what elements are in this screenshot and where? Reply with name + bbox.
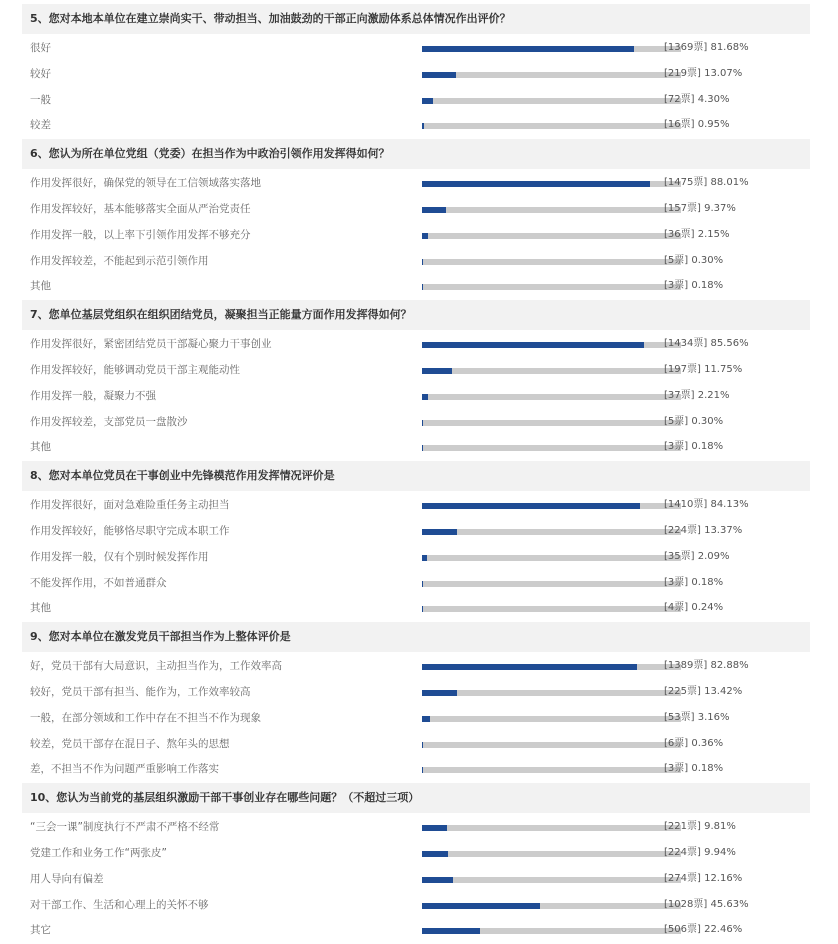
question-title: 6、您认为所在单位党组（党委）在担当作为中政治引领作用发挥得如何？ [22, 139, 810, 169]
progress-bar-track [422, 877, 681, 883]
progress-bar-track [422, 98, 681, 104]
question-title: 9、您对本单位在激发党员干部担当作为上整体评价是 [22, 622, 810, 652]
option-label: 对干部工作、生活和心理上的关怀不够 [30, 893, 410, 917]
survey-results [22, 4, 810, 944]
progress-bar-fill [422, 46, 634, 52]
progress-bar-fill [422, 98, 433, 104]
option-stat [664, 410, 723, 434]
progress-bar-fill [422, 664, 637, 670]
vote-percent: 0.30% [691, 255, 723, 266]
option-stat [664, 519, 742, 543]
vote-count: [219票] [664, 68, 701, 79]
vote-percent: 82.88% [710, 660, 748, 671]
option-row [22, 223, 810, 249]
vote-percent: 2.21% [698, 390, 730, 401]
progress-bar-track [422, 342, 681, 348]
option-stat [664, 815, 736, 839]
option-list [22, 330, 810, 461]
progress-bar-track [422, 555, 681, 561]
option-stat [664, 435, 723, 459]
vote-percent: 13.37% [704, 525, 742, 536]
question-title: 7、您单位基层党组织在组织团结党员，凝聚担当正能量方面作用发挥得如何？ [22, 300, 810, 330]
progress-bar-fill [422, 420, 423, 426]
option-stat [664, 36, 749, 60]
progress-bar-fill [422, 928, 480, 934]
vote-count: [4票] [664, 602, 688, 613]
option-stat [664, 171, 749, 195]
progress-bar-fill [422, 503, 640, 509]
progress-bar-track [422, 394, 681, 400]
progress-bar-track [422, 529, 681, 535]
progress-bar-track [422, 207, 681, 213]
progress-bar-track [422, 181, 681, 187]
progress-bar-track [422, 259, 681, 265]
vote-count: [3票] [664, 763, 688, 774]
option-row [22, 706, 810, 732]
option-stat [664, 680, 742, 704]
vote-count: [274票] [664, 873, 701, 884]
option-row [22, 867, 810, 893]
option-label: 其他 [30, 596, 410, 620]
vote-count: [1369票] [664, 42, 707, 53]
option-stat [664, 706, 730, 730]
option-label: 作用发挥很好，紧密团结党员干部凝心聚力干事创业 [30, 332, 410, 356]
vote-count: [16票] [664, 119, 695, 130]
option-label: 较差，党员干部存在混日子、熬年头的思想 [30, 732, 410, 756]
option-row [22, 815, 810, 841]
progress-bar-track [422, 445, 681, 451]
option-stat [664, 249, 723, 273]
progress-bar-track [422, 284, 681, 290]
vote-count: [1475票] [664, 177, 707, 188]
option-row [22, 197, 810, 223]
option-label: 作用发挥很好，面对急难险重任务主动担当 [30, 493, 410, 517]
option-row [22, 893, 810, 919]
vote-percent: 9.94% [704, 847, 736, 858]
option-label: 较差 [30, 113, 410, 137]
question-block [22, 139, 810, 300]
option-label: 作用发挥一般，以上率下引领作用发挥不够充分 [30, 223, 410, 247]
option-row [22, 435, 810, 461]
option-stat [664, 358, 742, 382]
progress-bar-fill [422, 555, 427, 561]
progress-bar-track [422, 72, 681, 78]
option-stat [664, 571, 723, 595]
option-row [22, 841, 810, 867]
vote-percent: 4.30% [698, 94, 730, 105]
progress-bar-fill [422, 903, 540, 909]
option-label: 一般，在部分领域和工作中存在不担当不作为现象 [30, 706, 410, 730]
option-row [22, 596, 810, 622]
vote-percent: 0.18% [691, 577, 723, 588]
progress-bar-fill [422, 123, 424, 129]
option-label: 作用发挥较好，能够调动党员干部主观能动性 [30, 358, 410, 382]
option-label: 其他 [30, 435, 410, 459]
progress-bar-track [422, 664, 681, 670]
progress-bar-fill [422, 368, 452, 374]
option-row [22, 757, 810, 783]
option-label: “三会一课”制度执行不严肃不严格不经常 [30, 815, 410, 839]
option-row [22, 545, 810, 571]
vote-count: [506票] [664, 924, 701, 935]
option-list [22, 34, 810, 139]
progress-bar-fill [422, 851, 448, 857]
vote-count: [1028票] [664, 899, 707, 910]
vote-percent: 81.68% [710, 42, 748, 53]
progress-bar-track [422, 46, 681, 52]
option-label: 不能发挥作用，不如普通群众 [30, 571, 410, 595]
option-list [22, 169, 810, 300]
progress-bar-fill [422, 233, 428, 239]
option-row [22, 654, 810, 680]
option-stat [664, 757, 723, 781]
option-label: 作用发挥一般，仅有个别时候发挥作用 [30, 545, 410, 569]
progress-bar-track [422, 742, 681, 748]
progress-bar-track [422, 123, 681, 129]
vote-count: [224票] [664, 847, 701, 858]
vote-count: [3票] [664, 441, 688, 452]
vote-percent: 9.37% [704, 203, 736, 214]
option-label: 党建工作和业务工作“两张皮” [30, 841, 410, 865]
progress-bar-track [422, 851, 681, 857]
progress-bar-track [422, 690, 681, 696]
option-label: 差，不担当不作为问题严重影响工作落实 [30, 757, 410, 781]
vote-percent: 0.36% [691, 738, 723, 749]
vote-percent: 0.18% [691, 441, 723, 452]
vote-count: [1389票] [664, 660, 707, 671]
option-stat [664, 596, 723, 620]
vote-percent: 3.16% [698, 712, 730, 723]
vote-percent: 0.30% [691, 416, 723, 427]
vote-count: [221票] [664, 821, 701, 832]
progress-bar-track [422, 581, 681, 587]
question-block [22, 4, 810, 139]
option-row [22, 88, 810, 114]
option-row [22, 358, 810, 384]
option-stat [664, 88, 730, 112]
option-row [22, 384, 810, 410]
progress-bar-track [422, 767, 681, 773]
option-row [22, 249, 810, 275]
option-label: 作用发挥一般，凝聚力不强 [30, 384, 410, 408]
progress-bar-track [422, 420, 681, 426]
progress-bar-track [422, 368, 681, 374]
option-label: 作用发挥较差，支部党员一盘散沙 [30, 410, 410, 434]
option-label: 很好 [30, 36, 410, 60]
vote-percent: 0.95% [698, 119, 730, 130]
option-row [22, 519, 810, 545]
progress-bar-fill [422, 529, 457, 535]
progress-bar-fill [422, 207, 446, 213]
vote-count: [157票] [664, 203, 701, 214]
progress-bar-track [422, 606, 681, 612]
option-label: 作用发挥很好，确保党的领导在工信领域落实落地 [30, 171, 410, 195]
option-stat [664, 332, 749, 356]
option-stat [664, 113, 730, 137]
vote-count: [3票] [664, 280, 688, 291]
vote-percent: 0.18% [691, 280, 723, 291]
progress-bar-track [422, 503, 681, 509]
option-stat [664, 223, 730, 247]
question-title: 10、您认为当前党的基层组织激励干部干事创业存在哪些问题？（不超过三项） [22, 783, 810, 813]
vote-percent: 13.42% [704, 686, 742, 697]
vote-count: [3票] [664, 577, 688, 588]
vote-percent: 22.46% [704, 924, 742, 935]
vote-count: [197票] [664, 364, 701, 375]
vote-percent: 0.18% [691, 763, 723, 774]
vote-count: [36票] [664, 229, 695, 240]
progress-bar-fill [422, 394, 428, 400]
vote-percent: 2.09% [698, 551, 730, 562]
question-title: 8、您对本单位党员在干事创业中先锋模范作用发挥情况评价是 [22, 461, 810, 491]
vote-count: [225票] [664, 686, 701, 697]
option-row [22, 274, 810, 300]
option-label: 其他 [30, 274, 410, 298]
option-label: 较好，党员干部有担当、能作为，工作效率较高 [30, 680, 410, 704]
progress-bar-track [422, 233, 681, 239]
option-stat [664, 274, 723, 298]
option-label: 其它 [30, 918, 410, 942]
vote-count: [5票] [664, 255, 688, 266]
vote-percent: 84.13% [710, 499, 748, 510]
option-row [22, 410, 810, 436]
option-row [22, 36, 810, 62]
option-stat [664, 918, 742, 942]
question-block [22, 783, 810, 944]
question-title: 5、您对本地本单位在建立崇尚实干、带动担当、加油鼓劲的干部正向激励体系总体情况作出评价？ [22, 4, 810, 34]
progress-bar-fill [422, 72, 456, 78]
option-row [22, 493, 810, 519]
option-stat [664, 893, 749, 917]
option-row [22, 113, 810, 139]
progress-bar-fill [422, 716, 430, 722]
option-stat [664, 197, 736, 221]
vote-count: [224票] [664, 525, 701, 536]
progress-bar-fill [422, 690, 457, 696]
progress-bar-track [422, 928, 681, 934]
option-label: 作用发挥较好，能够恪尽职守完成本职工作 [30, 519, 410, 543]
vote-count: [1410票] [664, 499, 707, 510]
option-row [22, 732, 810, 758]
vote-percent: 85.56% [710, 338, 748, 349]
vote-count: [72票] [664, 94, 695, 105]
option-stat [664, 384, 730, 408]
option-list [22, 813, 810, 944]
progress-bar-fill [422, 606, 423, 612]
question-block [22, 461, 810, 622]
option-row [22, 918, 810, 944]
option-stat [664, 493, 749, 517]
option-row [22, 680, 810, 706]
vote-percent: 9.81% [704, 821, 736, 832]
question-block [22, 622, 810, 783]
vote-count: [6票] [664, 738, 688, 749]
option-row [22, 571, 810, 597]
progress-bar-fill [422, 877, 453, 883]
progress-bar-track [422, 716, 681, 722]
option-stat [664, 62, 742, 86]
vote-percent: 2.15% [698, 229, 730, 240]
option-stat [664, 545, 730, 569]
vote-percent: 0.24% [691, 602, 723, 613]
vote-percent: 88.01% [710, 177, 748, 188]
question-block [22, 300, 810, 461]
vote-count: [1434票] [664, 338, 707, 349]
vote-percent: 45.63% [710, 899, 748, 910]
progress-bar-fill [422, 259, 423, 265]
option-stat [664, 841, 736, 865]
progress-bar-fill [422, 825, 447, 831]
option-label: 作用发挥较差，不能起到示范引领作用 [30, 249, 410, 273]
option-stat [664, 654, 749, 678]
option-list [22, 491, 810, 622]
vote-count: [5票] [664, 416, 688, 427]
vote-percent: 11.75% [704, 364, 742, 375]
option-row [22, 332, 810, 358]
progress-bar-track [422, 825, 681, 831]
option-label: 一般 [30, 88, 410, 112]
progress-bar-fill [422, 342, 644, 348]
vote-count: [35票] [664, 551, 695, 562]
progress-bar-fill [422, 181, 650, 187]
vote-percent: 12.16% [704, 873, 742, 884]
option-row [22, 62, 810, 88]
option-label: 好，党员干部有大局意识，主动担当作为，工作效率高 [30, 654, 410, 678]
progress-bar-track [422, 903, 681, 909]
vote-count: [53票] [664, 712, 695, 723]
option-label: 作用发挥较好，基本能够落实全面从严治党责任 [30, 197, 410, 221]
option-stat [664, 732, 723, 756]
option-row [22, 171, 810, 197]
progress-bar-fill [422, 742, 423, 748]
option-label: 较好 [30, 62, 410, 86]
option-list [22, 652, 810, 783]
vote-percent: 13.07% [704, 68, 742, 79]
option-label: 用人导向有偏差 [30, 867, 410, 891]
vote-count: [37票] [664, 390, 695, 401]
option-stat [664, 867, 742, 891]
